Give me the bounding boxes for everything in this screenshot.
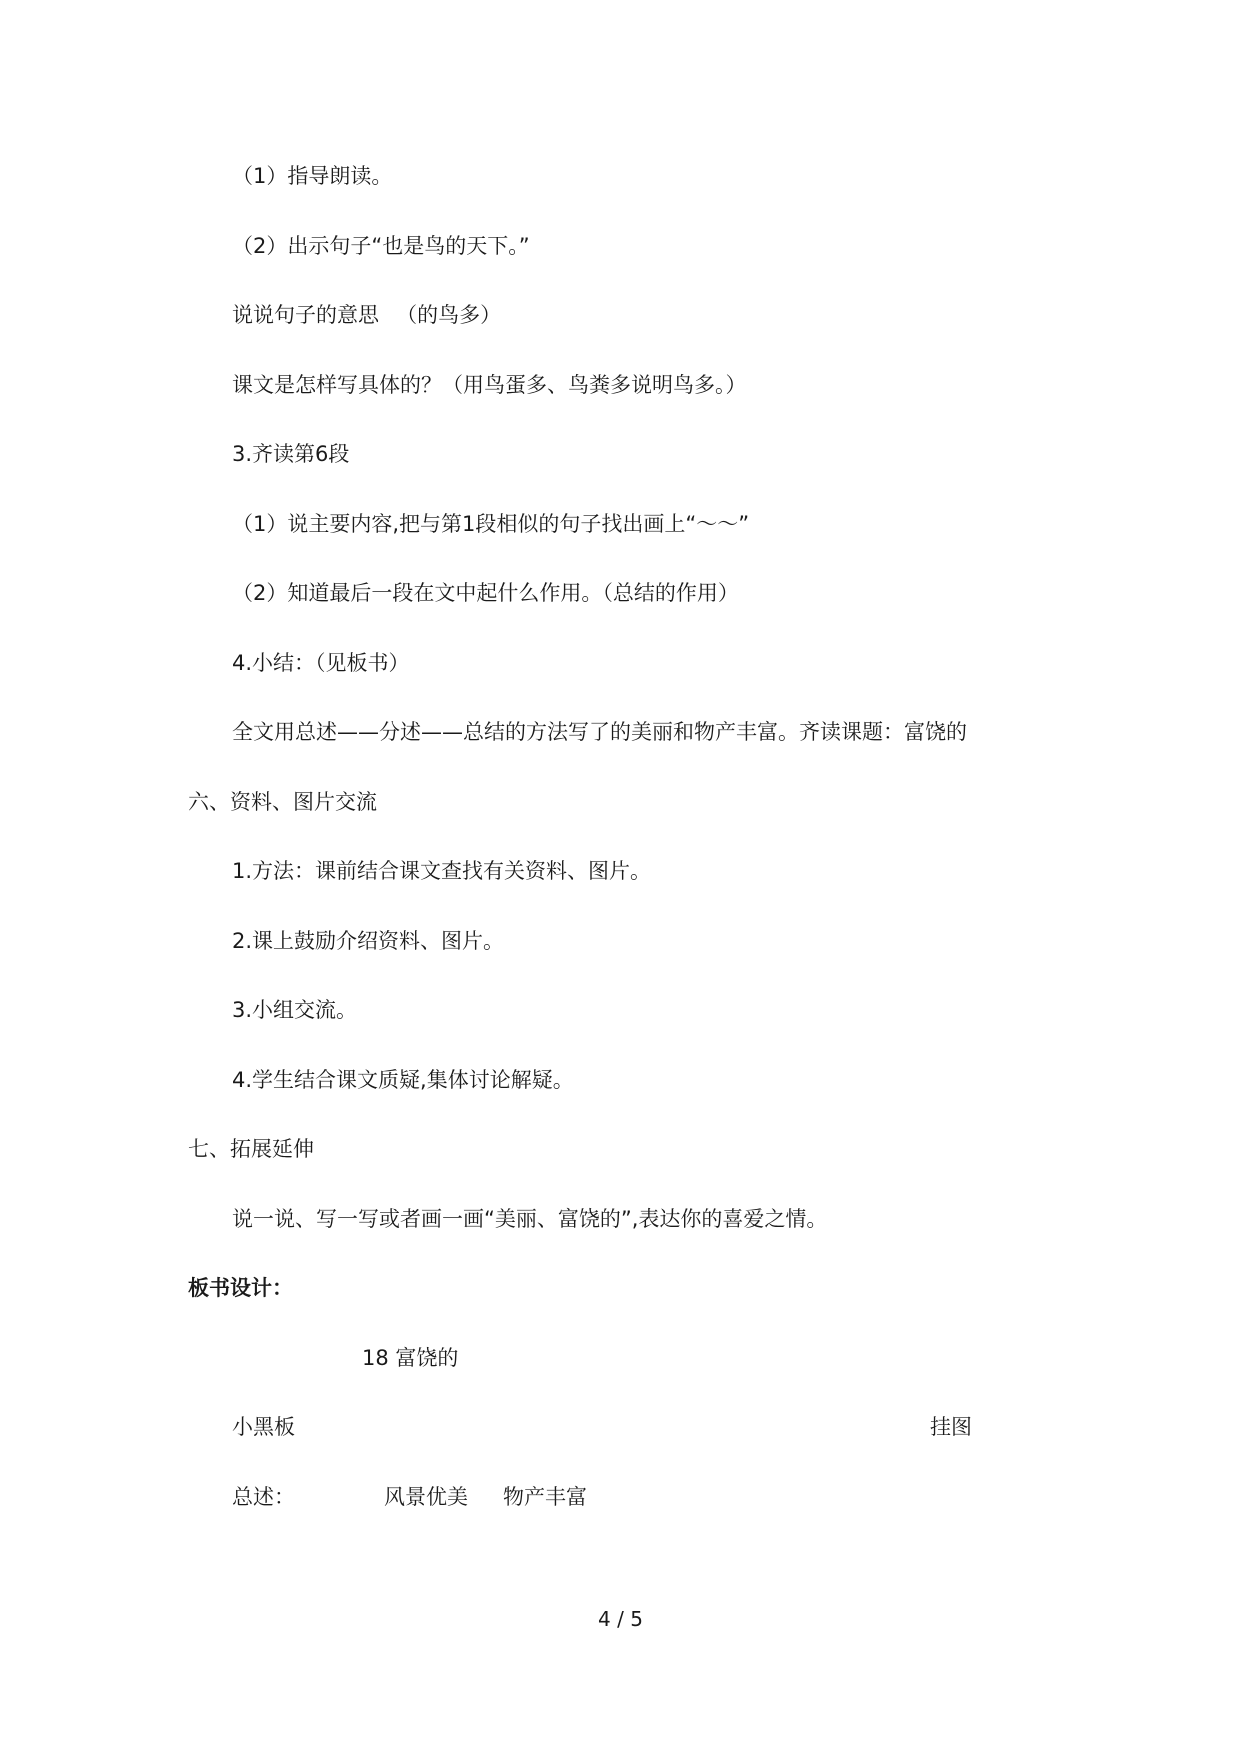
board-design-heading: 板书设计： — [188, 1276, 293, 1300]
board-right-label: 挂图 — [930, 1415, 972, 1439]
section-heading: 七、拓展延伸 — [188, 1137, 314, 1161]
text-line: 说说句子的意思 （的鸟多） — [232, 303, 502, 327]
text-line: （2）知道最后一段在文中起什么作用。（总结的作用） — [232, 581, 739, 605]
text-line: （1）指导朗读。 — [232, 164, 393, 188]
text-line: 4.小结：（见板书） — [232, 651, 410, 675]
board-title: 18 富饶的 — [362, 1346, 459, 1370]
page-number: 4 / 5 — [598, 1607, 643, 1631]
board-summary-item: 物产丰富 — [503, 1485, 587, 1509]
board-summary-item: 风景优美 — [384, 1485, 468, 1509]
text-line: 课文是怎样写具体的？（用鸟蛋多、鸟粪多说明鸟多。） — [232, 373, 747, 397]
board-summary-label: 总述： — [232, 1485, 295, 1509]
text-line: 2.课上鼓励介绍资料、图片。 — [232, 929, 505, 953]
text-line: 说一说、写一写或者画一画“美丽、富饶的”,表达你的喜爱之情。 — [232, 1207, 828, 1231]
board-left-label: 小黑板 — [232, 1415, 295, 1439]
text-line: 1.方法：课前结合课文查找有关资料、图片。 — [232, 859, 652, 883]
section-heading: 六、资料、图片交流 — [188, 790, 377, 814]
text-line: （1）说主要内容,把与第1段相似的句子找出画上“～～” — [232, 512, 750, 536]
text-line: （2）出示句子“也是鸟的天下。” — [232, 234, 530, 258]
text-line: 4.学生结合课文质疑,集体讨论解疑。 — [232, 1068, 574, 1092]
text-line: 3.小组交流。 — [232, 998, 358, 1022]
text-line: 全文用总述——分述——总结的方法写了的美丽和物产丰富。齐读课题：富饶的 — [232, 720, 967, 744]
text-line: 3.齐读第6段 — [232, 442, 350, 466]
